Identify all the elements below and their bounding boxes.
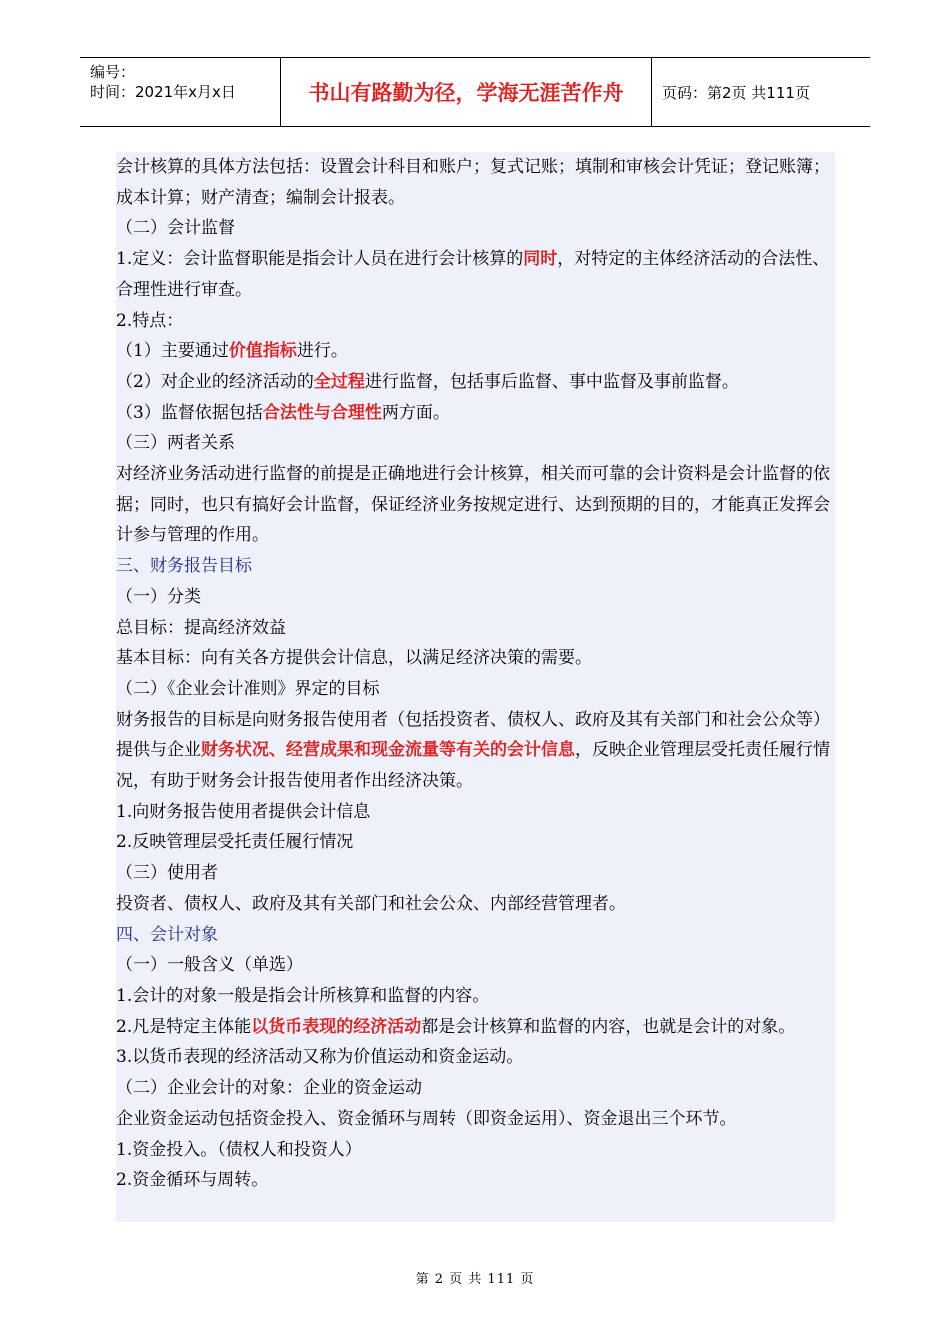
header-left-cell	[80, 58, 280, 126]
feature-item-2	[116, 367, 835, 398]
text: 进行。	[296, 341, 348, 362]
subheading-supervision: （二）会计监督	[116, 218, 235, 239]
section-heading-3: 三、财务报告目标	[116, 556, 252, 577]
subheading-users: （三）使用者	[116, 863, 218, 884]
paragraph-definition	[116, 244, 835, 305]
highlight-text: 财务状况、经营成果和现金流量等有关的会计信息	[201, 740, 575, 761]
paragraph-basic-goal: 基本目标：向有关各方提供会计信息，以满足经济决策的需要。	[116, 648, 592, 669]
subheading-standard: （二）《企业会计准则》界定的目标	[116, 678, 380, 699]
text: （3）监督依据包括	[116, 402, 263, 423]
subheading-enterprise: （二）企业会计的对象：企业的资金运动	[116, 1078, 422, 1099]
object-item-2	[116, 1012, 835, 1043]
text: ，对特定的主体经济活动的合法性、合理性进行审查。	[116, 249, 830, 300]
fund-item-1: 1.资金投入。（债权人和投资人）	[116, 1139, 362, 1160]
paragraph-features: 2.特点：	[116, 310, 184, 331]
feature-item-1	[116, 336, 835, 367]
goal-item-2: 2.反映管理层受托责任履行情况	[116, 832, 354, 853]
subheading-classify: （一）分类	[116, 586, 201, 607]
fund-item-2: 2.资金循环与周转。	[116, 1170, 269, 1191]
text: （1）主要通过	[116, 341, 229, 362]
highlight-text: 以货币表现的经济活动	[251, 1016, 422, 1037]
paragraph-fund-motion: 企业资金运动包括资金投入、资金循环与周转（即资金运用）、资金退出三个环节。	[116, 1108, 737, 1129]
text: 都是会计核算和监督的内容，也就是会计的对象。	[421, 1016, 796, 1037]
paragraph-methods: 会计核算的具体方法包括：设置会计科目和账户；复式记账；填制和审核会计凭证；登记账簿；成本计算；财产清查；编制会计报表。	[116, 157, 830, 208]
document-body	[116, 152, 835, 1222]
document-time-label: 时间：2021年x月x日	[90, 83, 236, 101]
goal-item-1: 1.向财务报告使用者提供会计信息	[116, 801, 371, 822]
paragraph-total-goal: 总目标：提高经济效益	[116, 617, 286, 638]
text: ，反映企业管理层受托责任履行情况，有助于财务会计报告使用者作出经济决策。	[116, 740, 830, 792]
text: 进行监督，包括事后监督、事中监督及事前监督。	[364, 371, 739, 392]
text: 2.凡是特定主体能	[116, 1016, 252, 1037]
section-heading-4: 四、会计对象	[116, 924, 218, 945]
text: 财务报告的目标是向财务报告使用者（包括投资者、债权人、政府及其有关部门和社会公众等）提供与企业	[116, 709, 830, 761]
text: 两方面。	[381, 402, 450, 423]
paragraph-users: 投资者、债权人、政府及其有关部门和社会公众、内部经营管理者。	[116, 893, 626, 914]
highlight-text: 价值指标	[228, 341, 297, 362]
feature-item-3	[116, 398, 835, 429]
highlight-text: 全过程	[313, 371, 365, 392]
highlight-text: 同时	[523, 249, 558, 270]
text: 1.定义：会计监督职能是指会计人员在进行会计核算的	[116, 249, 524, 270]
document-number-label: 编号：	[90, 63, 136, 81]
header-page-info: 页码：第2页 共111页	[662, 83, 810, 102]
header-motto: 书山有路勤为径，学海无涯苦作舟	[280, 58, 652, 126]
page-footer: 第 2 页 共 111 页	[415, 1272, 535, 1287]
highlight-text: 合法性与合理性	[262, 402, 382, 423]
paragraph-report-goal	[116, 705, 835, 797]
text: （2）对企业的经济活动的	[116, 371, 314, 392]
subheading-general: （一）一般含义（单选）	[116, 955, 303, 976]
paragraph-relation: 对经济业务活动进行监督的前提是正确地进行会计核算，相关而可靠的会计资料是会计监督的依据；同时，也只有搞好会计监督，保证经济业务按规定进行、达到预期的目的，才能真正发挥会计参与管理的作用。	[116, 464, 830, 546]
object-item-1: 1.会计的对象一般是指会计所核算和监督的内容。	[116, 985, 490, 1006]
subheading-relation: （三）两者关系	[116, 433, 235, 454]
object-item-3: 3.以货币表现的经济活动又称为价值运动和资金运动。	[116, 1047, 524, 1068]
page-header	[80, 57, 870, 127]
